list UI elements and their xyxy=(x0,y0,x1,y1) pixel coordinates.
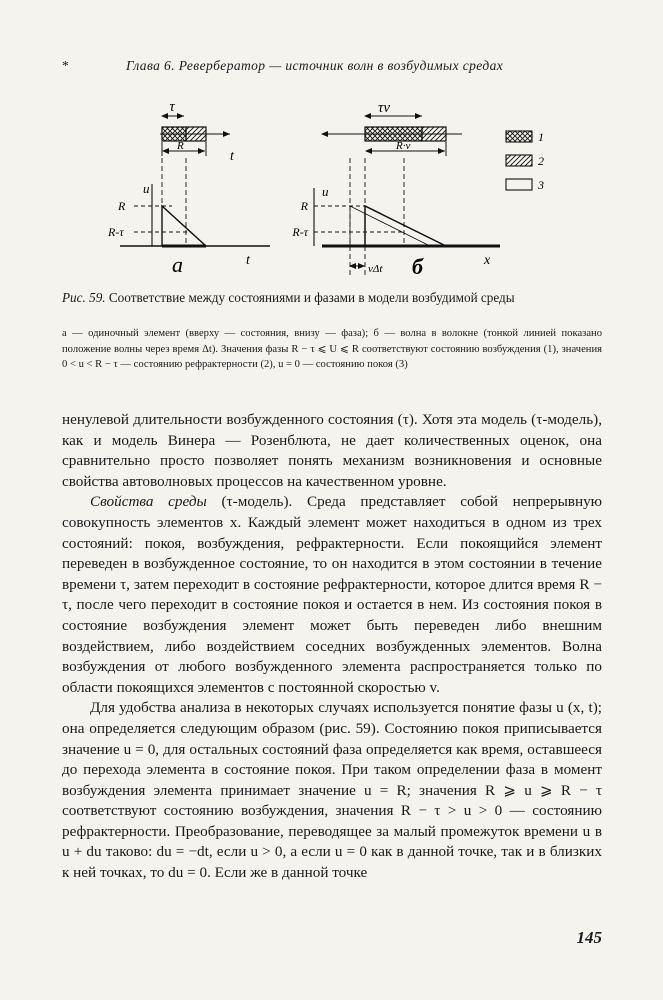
legend-swatch-rest xyxy=(506,179,532,190)
paragraph-2-text: Среда представляет собой непрерывную совокупность элементов x. Каждый элемент может находиться в одном из трех состояний: покоя, возбуждения, рефрактерности. Если покоящийся элемент переведен в возбужденное состояние, то он находится в этом состоянии в течение времени τ, затем переходит в состояние рефрактерности, которое длится время R − τ, после чего переходит в состояние покоя и остается в нем. Из состояния покоя в состояние возбуждения элемент может быть переведен либо внешним воздействием, либо воздействием соседних возбужденных элементов. Волна возбуждения от любого возбужденного элемента распространяется только по области покоящихся элементов с постоянной скоростью v. xyxy=(62,493,603,696)
panel-a xyxy=(107,99,270,277)
wave-profile xyxy=(322,206,446,246)
phase-curve xyxy=(120,206,270,246)
R-axis-label-b: R xyxy=(300,199,308,213)
wave-profile-shifted xyxy=(350,206,430,246)
paragraph-3: Для удобства анализа в некоторых случаях используется понятие фазы u (x, t); она определяется следующим образом (рис. 59). Состоянию покоя приписывается значение u = 0, для остальных состояний фаза определяется как время, оставшееся до перехода элемента в состояние покоя. При таком определении фаза в момент возбуждения элемента принимает значение u = R; значения R ⩾ u ⩾ R − τ соответствуют состоянию возбуждения, значения R − τ > u > 0 — состоянию рефрактерности. Преобразование, переводящее за малый промежуток времени u в u + du таково: du = −dt, если u > 0, а если u = 0 как в данной точке, так и в близких к ней точках, то du = 0. Если же в данной точке xyxy=(62,699,602,882)
figure-caption xyxy=(62,290,602,306)
R-tau-axis-label-b: R-τ xyxy=(292,225,308,239)
tau-label: τ xyxy=(169,99,175,115)
caption-label: Рис. 59. xyxy=(62,290,106,305)
t-label-top: t xyxy=(230,149,234,164)
paragraph-2-lead: Свойства среды xyxy=(90,493,207,511)
u-label: u xyxy=(143,181,150,196)
u-label-b: u xyxy=(322,184,329,199)
paragraph-2 xyxy=(62,492,602,698)
legend-swatch-refractory xyxy=(506,155,532,166)
header-title: Глава 6. Ревербератор — источник волн в возбудимых средах xyxy=(126,58,504,73)
excited-region xyxy=(365,127,422,141)
legend-key-2: 2 xyxy=(538,154,544,168)
Rv-label: R·v xyxy=(396,140,411,152)
R-tau-axis-label: R-τ xyxy=(108,225,124,239)
legend-key-3: 3 xyxy=(538,178,544,192)
panel-b-letter: б xyxy=(412,254,423,279)
paragraph-1: ненулевой длительности возбужденного состояния (τ). Хотя эта модель (τ-модель), как и модель Винера — Розенблюта, не дает количественных оценок, она сравнительно просто позволяет понять механизм возникновения и основные свойства автоволновых процессов на качественном уровне. xyxy=(62,411,602,490)
x-axis-label: x xyxy=(484,253,491,268)
excited-state-block xyxy=(162,127,186,141)
panel-a-letter: a xyxy=(172,252,183,277)
caption-text: Соответствие между состояниями и фазами в модели возбудимой среды xyxy=(108,290,515,305)
paragraph-2-lead-2: (τ-модель). xyxy=(221,493,293,511)
v-dt-label: vΔt xyxy=(368,263,383,275)
refractory-region xyxy=(422,127,446,141)
tau-v-label: τv xyxy=(377,100,391,116)
refractory-state-block xyxy=(186,127,206,141)
figure-59 xyxy=(100,96,570,286)
figure-legend xyxy=(506,130,544,192)
panel-b xyxy=(291,100,500,279)
legend-key-1: 1 xyxy=(538,130,544,144)
body-text xyxy=(62,410,602,884)
R-label-top: R xyxy=(177,140,184,152)
page-number: 145 xyxy=(576,928,602,947)
t-axis-label: t xyxy=(246,253,250,268)
header-marker: * xyxy=(62,58,70,73)
R-axis-label: R xyxy=(118,199,126,213)
legend-swatch-excited xyxy=(506,131,532,142)
figure-legend-text: а — одиночный элемент (вверху — состояния, внизу — фаза); б — волна в волокне (тонкой линией показано положение волны через время Δt). Значения фазы R − τ ⩽ U ⩽ R соответствуют состоянию возбуждения (1), значения 0 < u < R − τ — состоянию рефрактерности (2), u = 0 — состоянию покоя (3) xyxy=(62,328,602,370)
